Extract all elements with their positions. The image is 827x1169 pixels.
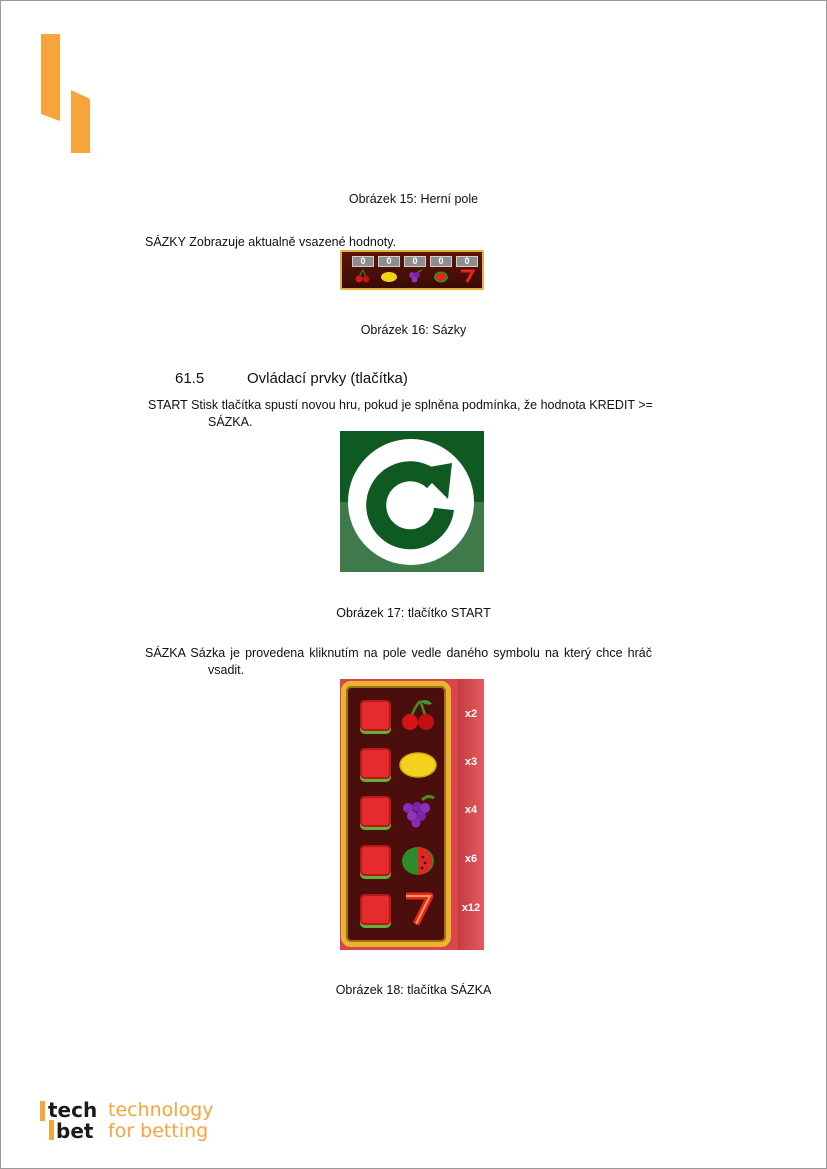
sazka-description-line1: SÁZKA Sázka je provedena kliknutím na pole vedle daného symbolu na který chce hráč [145, 646, 652, 660]
bet-cell-cherry [352, 256, 374, 286]
bet-row-watermelon [340, 841, 484, 881]
lemon-icon [380, 269, 398, 283]
seven-icon [458, 269, 476, 283]
grapes-icon [406, 269, 424, 283]
bets-display-image [340, 250, 484, 290]
bet-button-watermelon [360, 845, 391, 876]
watermelon-icon [398, 843, 438, 877]
sazka-description-line2: vsadit. [208, 663, 245, 677]
bet-cell-lemon [378, 256, 400, 286]
lemon-icon [398, 746, 438, 780]
grapes-icon [398, 794, 438, 828]
bet-cell-watermelon [430, 256, 452, 286]
multiplier-label: x6 [464, 853, 478, 865]
bet-buttons-image [340, 679, 484, 950]
bet-button-cherry [360, 700, 391, 731]
restart-arrow-icon [348, 439, 474, 565]
bet-cell-grapes [404, 256, 426, 286]
bet-button-lemon [360, 748, 391, 779]
start-description-line1: START Stisk tlačítka spustí novou hru, pokud je splněna podmínka, že hodnota KREDIT >= [148, 398, 653, 412]
bet-value: 0 [456, 256, 478, 267]
multiplier-label: x3 [464, 756, 478, 768]
section-title: Ovládací prvky (tlačítka) [247, 370, 408, 387]
logo-bet: bet [56, 1119, 94, 1143]
cherry-icon [398, 698, 438, 732]
multiplier-label: x12 [461, 902, 481, 914]
bet-value: 0 [378, 256, 400, 267]
bet-row-seven [340, 890, 484, 930]
start-button-image [340, 431, 484, 572]
figure-15-caption: Obrázek 15: Herní pole [348, 192, 479, 206]
bet-value: 0 [430, 256, 452, 267]
figure-17-caption: Obrázek 17: tlačítko START [336, 606, 491, 620]
start-button-circle [348, 439, 474, 565]
start-description-line2: SÁZKA. [208, 415, 253, 429]
figure-18-caption: Obrázek 18: tlačítka SÁZKA [335, 983, 492, 997]
section-number: 61.5 [175, 370, 205, 387]
bet-row-grapes [340, 792, 484, 832]
bet-value: 0 [404, 256, 426, 267]
cherry-icon [354, 269, 372, 283]
multiplier-label: x4 [464, 804, 478, 816]
bet-button-seven [360, 894, 391, 925]
figure-16-caption: Obrázek 16: Sázky [360, 323, 467, 337]
sazky-description: SÁZKY Zobrazuje aktualně vsazené hodnoty. [145, 235, 397, 249]
bet-value: 0 [352, 256, 374, 267]
bet-cell-seven [456, 256, 478, 286]
logo-tech: tech [48, 1098, 98, 1122]
footer-logo [40, 1098, 240, 1144]
logo-for-betting: for betting [108, 1120, 209, 1142]
bet-row-lemon [340, 744, 484, 784]
multiplier-label: x2 [464, 708, 478, 720]
seven-icon [398, 892, 438, 926]
watermelon-icon [432, 269, 450, 283]
bet-button-grapes [360, 796, 391, 827]
bet-row-cherry [340, 696, 484, 736]
logo-technology: technology [108, 1099, 214, 1121]
